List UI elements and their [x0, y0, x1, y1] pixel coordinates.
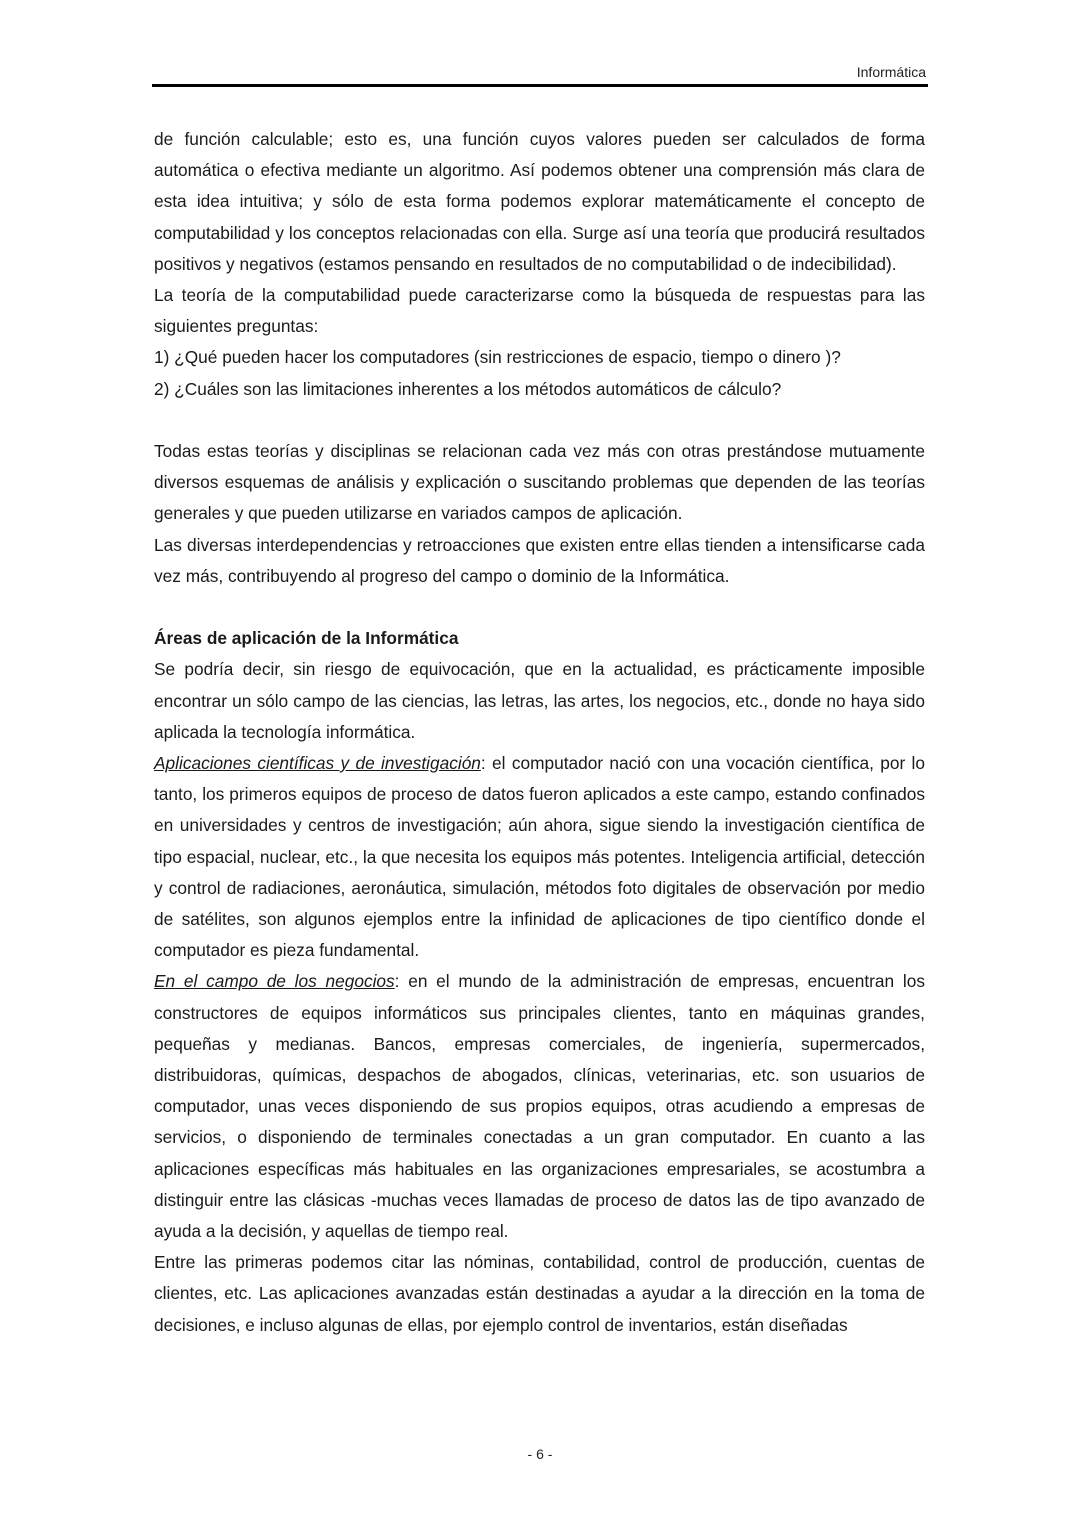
page-header [152, 62, 928, 87]
paragraph-classic-apps: Entre las primeras podemos citar las nóminas, contabilidad, control de producción, cuentas de clientes, etc. Las aplicaciones avanzadas están destinadas a ayudar a la dirección en la toma de decisiones, e incluso algunas de ellas, por ejemplo control de inventarios, están diseñadas [154, 1252, 925, 1335]
page-number: - 6 - [527, 1446, 553, 1462]
page-content [154, 124, 925, 1341]
business-apps-text: : en el mundo de la administración de empresas, encuentran los constructores de equipos informáticos sus principales clientes, tanto en máquinas grandes, pequeñas y medianas. Bancos, empresas comerciales, de ingeniería, supermercados, distribuidoras, químicas, despachos de abogados, clínicas, veterinarias, etc. son usuarios de computador, unas veces disponiendo de sus propios equipos, otras acudiendo a empresas de servicios, o disponiendo de terminales conectadas a un gran computador. En cuanto a las aplicaciones específicas más habituales en las organizaciones empresariales, se acostumbra a distinguir entre las clásicas -muchas veces llamadas de proceso de datos las de tipo avanzado de ayuda a la decisión, y aquellas de tiempo real. [154, 971, 925, 1242]
paragraph-areas-intro: Se podría decir, sin riesgo de equivocación, que en la actualidad, es prácticamente imposible encontrar un sólo campo de las ciencias, las letras, las artes, los negocios, etc., donde no haya sido aplicada la tecnología informática. [154, 659, 925, 742]
term-business: En el campo de los negocios [154, 971, 395, 992]
paragraph-scientific-apps [154, 748, 925, 966]
spacer [154, 592, 925, 623]
spacer [154, 405, 925, 436]
scientific-apps-text: : el computador nació con una vocación científica, por lo tanto, los primeros equipos de proceso de datos fueron aplicados a este campo, estando confinados en universidades y centros de investigación; aún ahora, sigue siendo la investigación científica de tipo espacial, nuclear, etc., la que necesita los equipos más potentes. Inteligencia artificial, detección y control de radiaciones, aeronáutica, simulación, métodos foto digitales de observación por medio de satélites, son algunos ejemplos entre la infinidad de aplicaciones de tipo científico donde el computador es pieza fundamental. [154, 753, 925, 961]
question-2: 2) ¿Cuáles son las limitaciones inherentes a los métodos automáticos de cálculo? [154, 378, 782, 399]
paragraph-interdependencies: Las diversas interdependencias y retroacciones que existen entre ellas tienden a intensificarse cada vez más, contribuyendo al progreso del campo o dominio de la Informática. [154, 534, 925, 586]
term-scientific-apps: Aplicaciones científicas y de investigación [154, 753, 481, 774]
paragraph-disciplines: Todas estas teorías y disciplinas se relacionan cada vez más con otras prestándose mutuamente diversos esquemas de análisis y explicación o suscitando problemas que dependen de las teorías generales y que pueden utilizarse en variados campos de aplicación. [154, 441, 925, 524]
question-1: 1) ¿Qué pueden hacer los computadores (sin restricciones de espacio, tiempo o dinero )? [154, 347, 841, 368]
paragraph-business-apps [154, 966, 925, 1247]
section-title: Áreas de aplicación de la Informática [154, 628, 459, 649]
paragraph-computability-theory: La teoría de la computabilidad puede caracterizarse como la búsqueda de respuestas para las siguientes preguntas: [154, 285, 925, 337]
header-title: Informática [856, 64, 926, 80]
paragraph-computable-function: de función calculable; esto es, una función cuyos valores pueden ser calculados de forma automática o efectiva mediante un algoritmo. Así podemos obtener una comprensión más clara de esta idea intuitiva; y sólo de esta forma podemos explorar matemáticamente el concepto de computabilidad y los conceptos relacionadas con ella. Surge así una teoría que producirá resultados positivos y negativos (estamos pensando en resultados de no computabilidad o de indecibilidad). [154, 129, 925, 274]
